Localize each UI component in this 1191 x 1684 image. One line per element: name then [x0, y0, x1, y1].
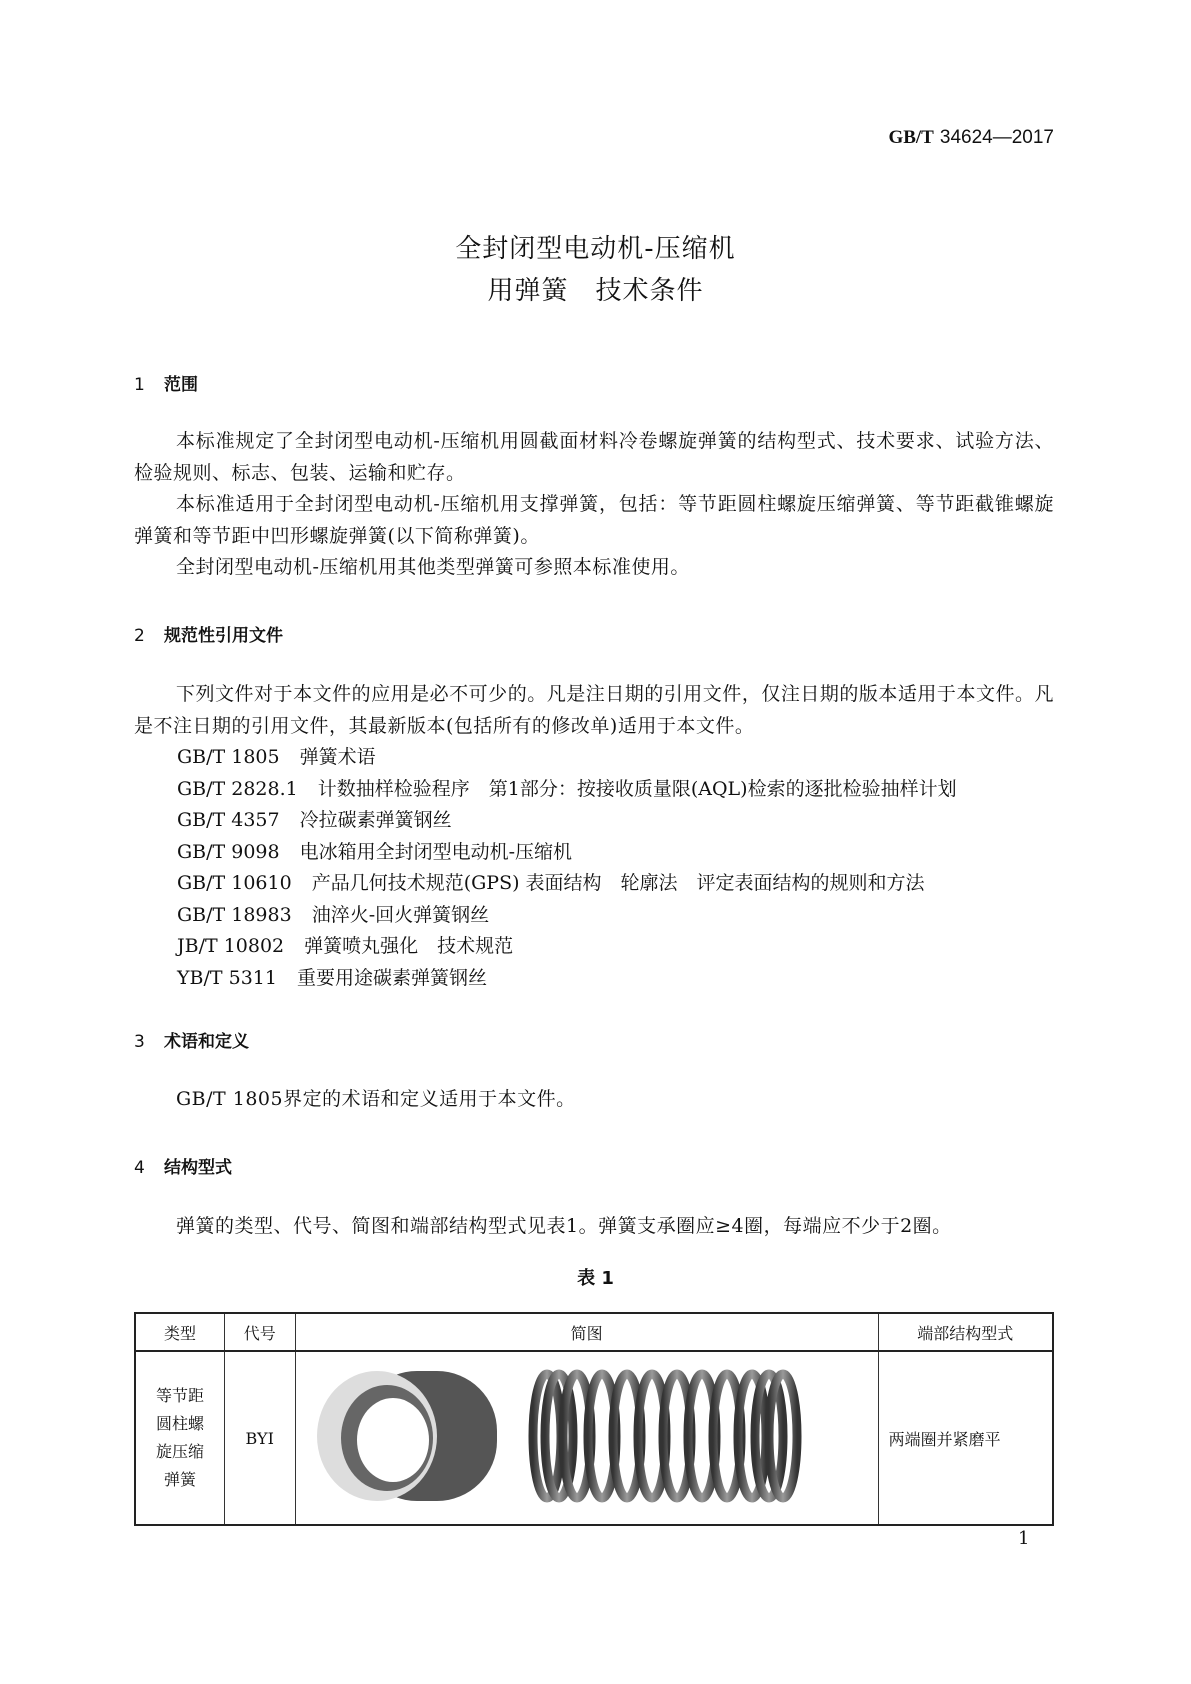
page-number: 1 [1018, 1528, 1030, 1549]
reference-item: GB/T 2828.1 计数抽样检验程序 第1部分：按接收质量限(AQL)检索的逐批检验抽样计划 [177, 777, 957, 800]
cell-diagram [295, 1351, 878, 1525]
table-header-row [135, 1313, 1053, 1351]
doc-title-line1: 全封闭型电动机-压缩机 [455, 234, 736, 264]
section-heading-4: 4 结构型式 [134, 1158, 232, 1178]
reference-item: JB/T 10802 弹簧喷丸强化 技术规范 [177, 935, 514, 957]
cell-end-structure: 两端圈并紧磨平 [878, 1351, 1053, 1525]
spring-end-view [317, 1371, 497, 1501]
cell-type: 等节距圆柱螺旋压缩弹簧 [135, 1351, 224, 1525]
spring-side-view [533, 1374, 797, 1498]
paragraph: 下列文件对于本文件的应用是必不可少的。凡是注日期的引用文件，仅注日期的版本适用于本文件。凡是不注日期的引用文件，其最新版本(包括所有的修改单)适用于本文件。 [134, 683, 1054, 737]
section-heading-2: 2 规范性引用文件 [134, 626, 283, 646]
header-end-structure: 端部结构型式 [878, 1313, 1053, 1351]
cell-code: BYⅠ [224, 1351, 295, 1525]
reference-item: GB/T 18983 油淬火-回火弹簧钢丝 [177, 903, 490, 926]
reference-item: GB/T 1805 弹簧术语 [177, 746, 376, 768]
reference-list [177, 742, 957, 994]
reference-item: YB/T 5311 重要用途碳素弹簧钢丝 [177, 966, 487, 989]
doc-title-line2: 用弹簧 技术条件 [487, 276, 704, 306]
paragraph: 本标准规定了全封闭型电动机-压缩机用圆截面材料冷卷螺旋弹簧的结构型式、技术要求、试验方法、检验规则、标志、包装、运输和贮存。 [134, 430, 1054, 484]
header-code: 代号 [224, 1313, 295, 1351]
paragraph: 全封闭型电动机-压缩机用其他类型弹簧可参照本标准使用。 [176, 556, 690, 578]
table-caption: 表 1 [577, 1268, 614, 1289]
reference-item: GB/T 4357 冷拉碳素弹簧钢丝 [177, 809, 452, 831]
header-diagram: 简图 [295, 1313, 878, 1351]
paragraph: 弹簧的类型、代号、简图和端部结构型式见表1。弹簧支承圈应≥4圈，每端应不少于2圈。 [176, 1215, 952, 1237]
paragraph: GB/T 1805界定的术语和定义适用于本文件。 [176, 1088, 576, 1110]
reference-item: GB/T 10610 产品几何技术规范(GPS) 表面结构 轮廓法 评定表面结构的规则和方法 [177, 872, 925, 894]
section-heading-1: 1 范围 [134, 375, 198, 395]
reference-item: GB/T 9098 电冰箱用全封闭型电动机-压缩机 [177, 840, 573, 863]
standard-number: GB/T 34624—2017 [888, 127, 1054, 148]
paragraph: 本标准适用于全封闭型电动机-压缩机用支撑弹簧，包括：等节距圆柱螺旋压缩弹簧、等节距截锥螺旋弹簧和等节距中凹形螺旋弹簧(以下简称弹簧)。 [134, 493, 1054, 547]
section-heading-3: 3 术语和定义 [134, 1032, 249, 1052]
table-row [135, 1351, 1053, 1525]
spring-diagram-image [297, 1356, 877, 1516]
spring-type-table [134, 1312, 1054, 1526]
header-type: 类型 [135, 1313, 224, 1351]
